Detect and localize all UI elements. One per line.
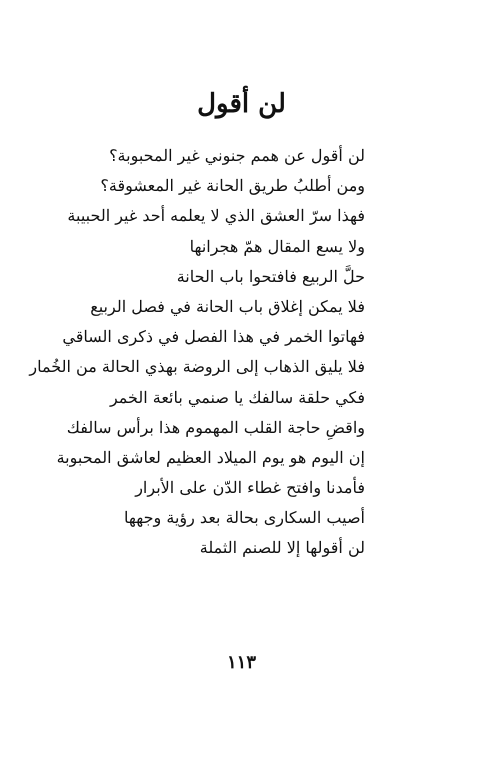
poem-line: حلَّ الربيع فافتحوا باب الحانة — [176, 266, 365, 286]
poem-line: ولا يسع المقال همّ هجرانها — [189, 236, 365, 256]
poem-line: واقضِ حاجة القلب المهموم هذا برأس سالفك — [66, 417, 365, 437]
poem-line: فهذا سرّ العشق الذي لا يعلمه أحد غير الحبيبة — [67, 206, 365, 226]
poem-line: لن أقولها إلا للصنم الثملة — [199, 538, 365, 558]
page-number: ١١٣ — [226, 652, 256, 673]
poem-line: فلا يمكن إغلاق باب الحانة في فصل الربيع — [90, 296, 365, 316]
poem-body — [29, 141, 365, 564]
poem-line: فهاتوا الخمر في هذا الفصل في ذكرى الساقي — [62, 327, 365, 347]
poem-line: لن أقول عن همم جنوني غير المحبوبة؟ — [109, 146, 365, 165]
poem-line: إن اليوم هو يوم الميلاد العظيم لعاشق المحبوبة — [56, 447, 365, 467]
poem-line: ومن أطلبُ طريق الحانة غير المعشوقة؟ — [100, 176, 365, 196]
poem-line: أصيب السكارى بحالة بعد رؤية وجهها — [124, 508, 365, 528]
poem-line: فلا يليق الذهاب إلى الروضة بهذي الحالة من الخُمار — [29, 357, 365, 377]
poem-line: فكي حلقة سالفك يا صنمي بائعة الخمر — [109, 387, 365, 407]
poem-line: فأمدنا وافتح غطاء الدّن على الأبرار — [135, 478, 365, 498]
poem-title: لن أقول — [197, 89, 286, 119]
